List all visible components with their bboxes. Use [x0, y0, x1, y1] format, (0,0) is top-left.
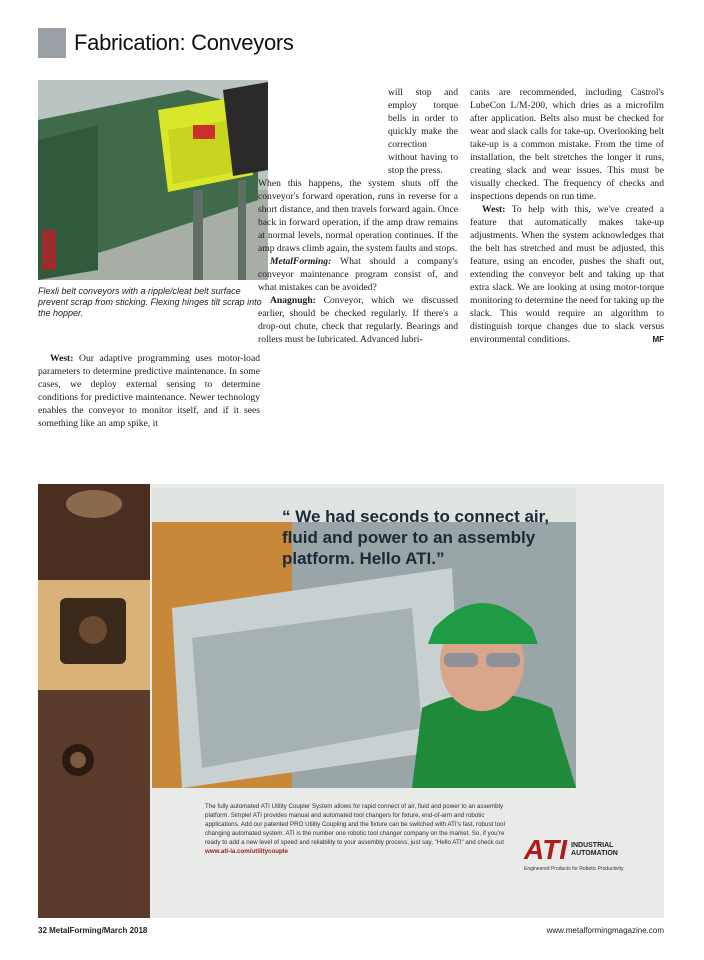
article-column-3: [470, 86, 664, 346]
wrap-paragraph: will stop and employ torque bells in order to quickly make the correction without having to stop the press.: [388, 87, 458, 176]
logo-sub-automation: AUTOMATION: [571, 850, 618, 857]
footer-right-url[interactable]: www.metalformingmagazine.com: [546, 926, 664, 935]
ad-left-strip: [38, 484, 150, 918]
paragraph-text: To help with this, we've created a feature that automatically makes take-up adjustments. When the system acknowledges that the belt has stretched and must be adjusted, this feature, using an encoder, pushes the shaft out, extending the conveyor belt and taking up that extra slack. We are looking at using motor-torque monitoring to determine the need for taking up the slack. This would require an algorithm to distinguish torque changes due to slack versus environmental conditions.: [470, 204, 664, 345]
ad-tile-bottom: [38, 690, 150, 918]
speaker-label: MetalForming:: [270, 256, 332, 267]
connector-icon: [38, 690, 150, 918]
photo-caption: Flexli belt conveyors with a ripple/cleat belt surface prevent scrap from sticking. Flexing hinges tilt scrap into the hopper.: [38, 286, 262, 318]
paragraph-text: Conveyor, which we discussed earlier, should be checked regularly. If there's a drop-out chute, check that regularly. Bearings and rollers must be lubricated. Advanced lubri-: [258, 295, 458, 345]
paragraph-text: What should a company's conveyor maintenance program consist of, and what mistakes can be avoided?: [258, 256, 458, 293]
logo-tagline: Engineered Products for Robotic Productivity: [524, 866, 624, 872]
tool-changer-icon: [38, 580, 150, 690]
ad-tile-top: [38, 484, 150, 580]
paragraph-text: cants are recommended, including Castrol's LubeCon L/M-200, which dries as a microfilm after application. Belts also must be checked for wear and slack calls for take-up. Overlooking belt take-up is a common mistake. From the time of installation, the belt stretches the longer it runs, creating slack and wear issues. This must be visually checked. The frequency of checks and inspections depends on run time.: [470, 87, 664, 202]
footer-left: 32 MetalForming/March 2018: [38, 926, 148, 935]
ad-body-text: [205, 802, 505, 856]
speaker-label: Anagnugh:: [270, 295, 316, 306]
conveyor-illustration: [38, 80, 268, 280]
coupler-part-icon: [38, 484, 150, 580]
speaker-label: West:: [50, 353, 74, 364]
ad-tile-middle: [38, 580, 150, 690]
ad-url-link[interactable]: www.ati-ia.com/utilitycouple: [205, 848, 288, 855]
article-column-2: [258, 86, 458, 346]
paragraph-text: Our adaptive programming uses motor-load parameters to determine predictive maintenance. In some cases, we deploy external sensing to determine conditions for predictive maintenance. Newer technology enables the conveyor to monitor itself, and if it sees something like an amp spike, it: [38, 353, 260, 429]
end-mark: MF: [652, 335, 664, 344]
header-gray-block: [38, 28, 66, 58]
ad-body-copy: The fully automated ATI Utility Coupler System allows for rapid connect of air, fluid and power to an assembly platform. Simple! ATI provides manual and automated tool changers for fixture, end-of-arm and robotic applications. Add our patented PRO Utility Coupling and the fixture can be switched with ATI's fast, robust tool changing automated system. ATI is the number one robotic tool changer company on the market. So, if you're ready to add a new level of speed and reliability to your assembly process, just say, "Hello ATI" and check out: [205, 803, 505, 846]
article-column-1: [38, 352, 260, 430]
speaker-label: West:: [482, 204, 506, 215]
ati-logo: [524, 834, 644, 874]
logo-sub-industrial: INDUSTRIAL: [571, 842, 614, 849]
section-title: Fabrication: Conveyors: [74, 30, 294, 55]
ad-headline-quote: “ We had seconds to connect air, fluid and power to an assembly platform. Hello ATI.”: [282, 507, 550, 568]
conveyor-photo: [38, 80, 268, 280]
paragraph-text: When this happens, the system shuts off the conveyor's forward operation, runs in reverse for a short distance, and then travels forward again. Once back in forward operation, if the amp draw remains at normal levels, normal operation continues. If the amp draws climb again, the system faults and stops.: [258, 178, 458, 254]
ati-logo-mark: ATI: [524, 834, 568, 865]
